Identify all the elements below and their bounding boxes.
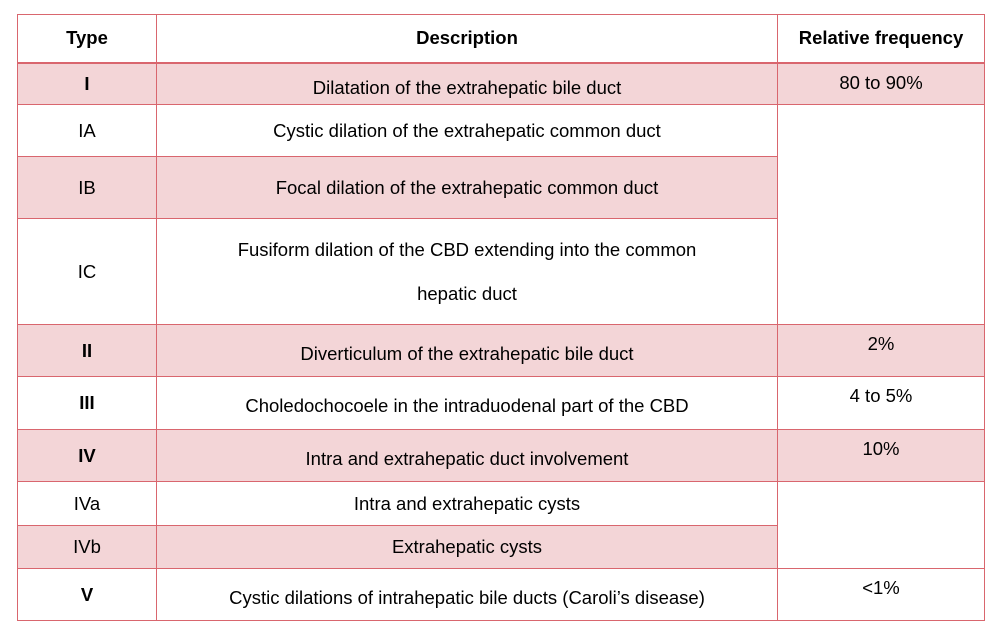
frequency-cell-empty — [778, 105, 985, 325]
type-cell: IC — [18, 219, 157, 325]
description-line-1: Fusiform dilation of the CBD extending into the common — [237, 238, 697, 260]
description-cell: Intra and extrahepatic duct involvement — [157, 430, 778, 482]
frequency-cell: <1% — [778, 569, 985, 621]
table-row — [18, 430, 985, 482]
table-row — [18, 325, 985, 377]
table-row — [18, 482, 985, 526]
description-cell: Cystic dilation of the extrahepatic common duct — [157, 105, 778, 157]
table-row — [18, 569, 985, 621]
table-row — [18, 377, 985, 430]
type-cell: IV — [18, 430, 157, 482]
description-cell: Focal dilation of the extrahepatic common duct — [157, 157, 778, 219]
frequency-cell: 80 to 90% — [778, 63, 985, 105]
frequency-cell-empty — [778, 482, 985, 569]
type-cell: II — [18, 325, 157, 377]
frequency-cell: 2% — [778, 325, 985, 377]
header-relative-frequency: Relative frequency — [778, 15, 985, 63]
type-cell: III — [18, 377, 157, 430]
description-cell: Dilatation of the extrahepatic bile duct — [157, 63, 778, 105]
description-line-2: hepatic duct — [417, 282, 517, 304]
table-row — [18, 63, 985, 105]
description-cell: Choledochocoele in the intraduodenal part of the CBD — [157, 377, 778, 430]
choledochal-cyst-classification-table — [17, 14, 985, 621]
type-cell: IVa — [18, 482, 157, 526]
description-cell: Intra and extrahepatic cysts — [157, 482, 778, 526]
description-cell: Cystic dilations of intrahepatic bile ducts (Caroli’s disease) — [157, 569, 778, 621]
type-cell: IB — [18, 157, 157, 219]
description-cell: Diverticulum of the extrahepatic bile duct — [157, 325, 778, 377]
frequency-cell: 4 to 5% — [778, 377, 985, 430]
description-cell — [157, 219, 778, 325]
table-row — [18, 105, 985, 157]
header-row — [18, 15, 985, 63]
header-description: Description — [157, 15, 778, 63]
type-cell: IA — [18, 105, 157, 157]
type-cell: I — [18, 63, 157, 105]
frequency-cell: 10% — [778, 430, 985, 482]
type-cell: IVb — [18, 526, 157, 569]
type-cell: V — [18, 569, 157, 621]
header-type: Type — [18, 15, 157, 63]
description-cell: Extrahepatic cysts — [157, 526, 778, 569]
